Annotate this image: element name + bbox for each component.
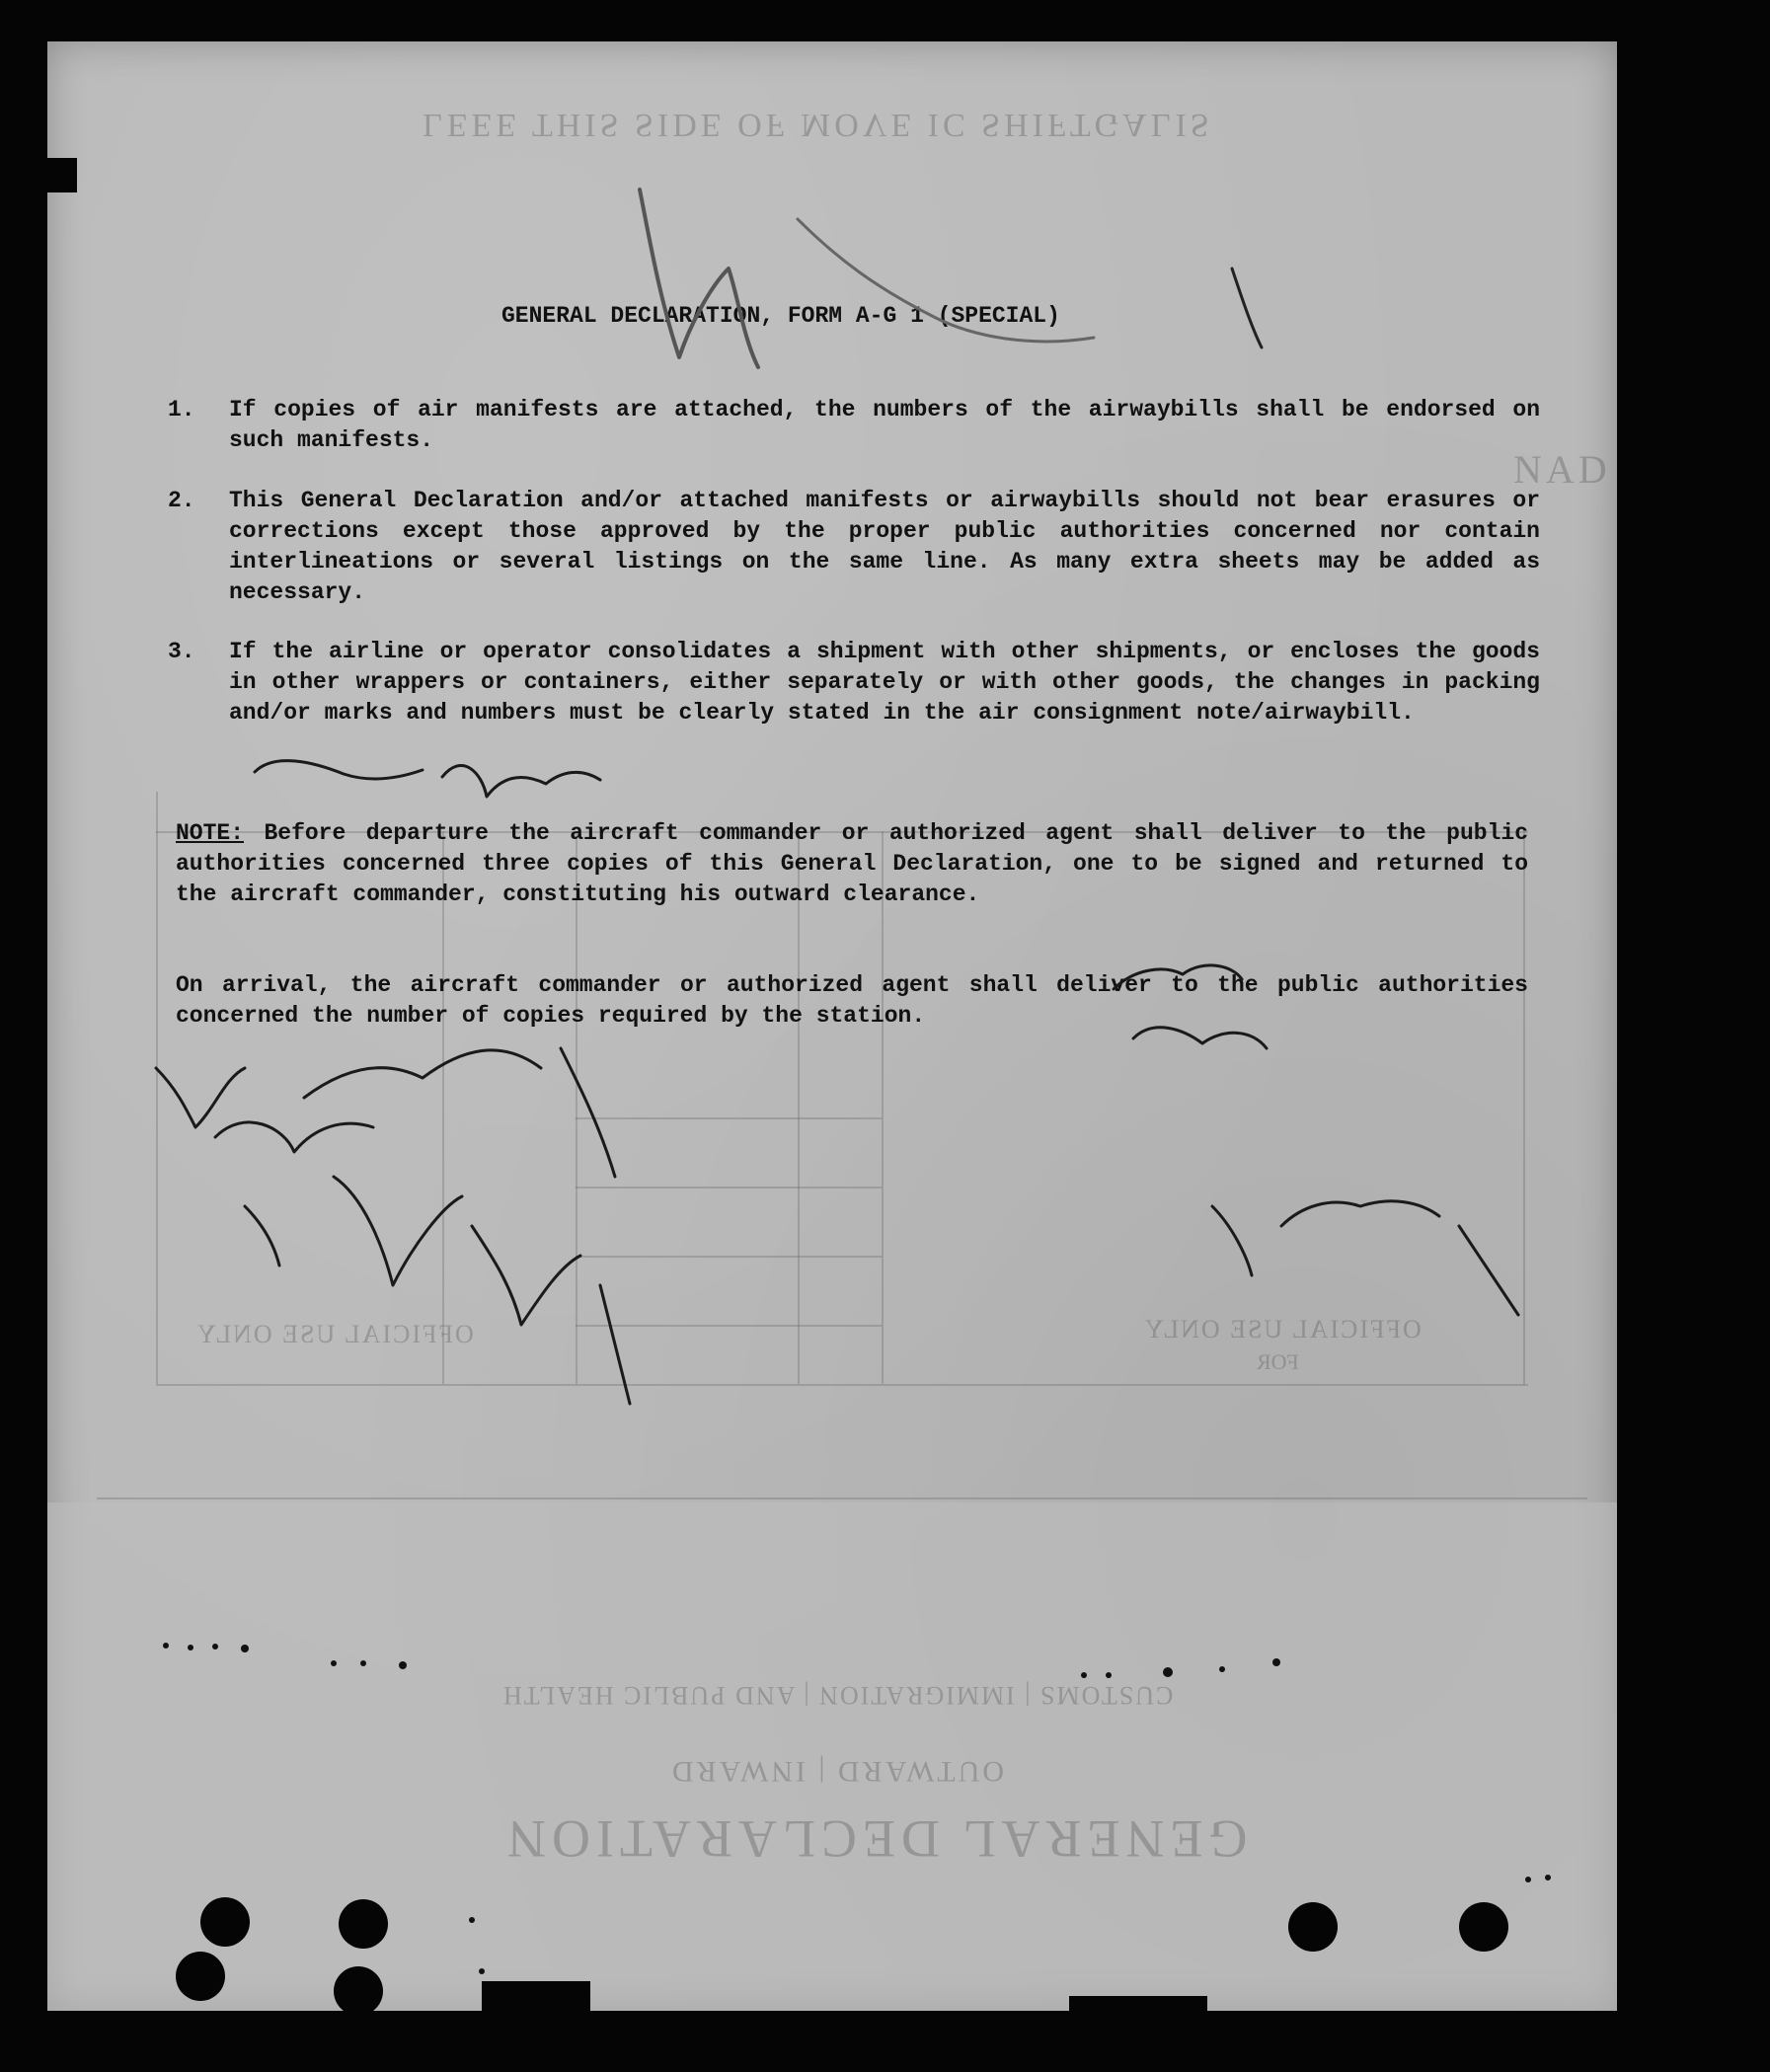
handwritten-note xyxy=(1212,1206,1252,1275)
punch-hole xyxy=(1459,1902,1508,1952)
handwritten-note xyxy=(304,1050,541,1098)
show-through-official-use-right: OFFICIAL USE ONLY xyxy=(1143,1315,1422,1343)
show-through-lower-heading: CUSTOMS | IMMIGRATION | AND PUBLIC HEALTH xyxy=(501,1681,1174,1710)
instruction-text: This General Declaration and/or attached manifests or airwaybills should not bear erasures or corrections except those approved by the proper public authorities concerned nor contain interlineations or several listings on the same line. As many extra sheets may be added as necessary. xyxy=(229,488,1540,605)
form-title: GENERAL DECLARATION, FORM A-G 1 (SPECIAL) xyxy=(501,303,1060,329)
signature-scrawl xyxy=(255,761,423,779)
note-text: Before departure the aircraft commander or authorized agent shall deliver to the public authorities concerned three copies of this General Declaration, one to be signed and returned to the aircraft commander, constituting his outward clearance. xyxy=(176,820,1528,907)
handwritten-note xyxy=(1114,965,1242,989)
handwritten-note xyxy=(600,1285,630,1404)
instruction-text: If the airline or operator consolidates a shipment with other shipments, or encloses the goods in other wrappers or containers, either separately or with other goods, the changes in packing and/or marks and numbers must be clearly stated in the air consignment note/airwaybill. xyxy=(229,639,1540,726)
show-through-fragment: NAD xyxy=(1513,447,1611,492)
handwritten-note xyxy=(334,1177,462,1285)
show-through-lower-subheading: OUTWARD | INWARD xyxy=(669,1755,1004,1788)
faint-scrawl-top xyxy=(798,219,1094,342)
document-page xyxy=(47,41,1617,2011)
note-paragraph-2: On arrival, the aircraft commander or authorized agent shall deliver to the public authorities concerned the number of copies required by the station. xyxy=(176,972,1528,1029)
handwritten-note xyxy=(561,1048,615,1177)
handwritten-note xyxy=(472,1226,580,1325)
faint-scrawl-top xyxy=(640,190,758,367)
handwritten-note xyxy=(156,1068,245,1127)
punch-hole xyxy=(339,1899,388,1949)
pen-tick-mark xyxy=(1232,269,1262,347)
punch-hole xyxy=(200,1897,250,1947)
instruction-text: If copies of air manifests are attached, the numbers of the airwaybills shall be endorsed on such manifests. xyxy=(229,397,1540,453)
handwritten-note xyxy=(1133,1028,1267,1048)
instruction-number: 3. xyxy=(168,639,195,664)
handwritten-note xyxy=(245,1206,279,1266)
handwritten-note xyxy=(1281,1201,1439,1226)
instruction-number: 2. xyxy=(168,488,195,513)
punch-hole xyxy=(1288,1902,1338,1952)
handwritten-note xyxy=(215,1122,373,1152)
note-label: NOTE: xyxy=(176,820,245,846)
torn-edge xyxy=(1069,1996,1207,2011)
show-through-banner: LEEE THIS SIDE OF MOVE IC SHIFTGALIS xyxy=(423,107,1213,143)
punch-hole xyxy=(334,1966,383,2011)
show-through-for-label: FOR xyxy=(1257,1349,1299,1374)
left-edge-notch xyxy=(39,158,77,192)
show-through-official-use-left: OFFICIAL USE ONLY xyxy=(195,1320,474,1348)
show-through-lower-title: GENERAL DECLARATION xyxy=(501,1809,1248,1869)
handwritten-note xyxy=(1459,1226,1518,1315)
torn-edge xyxy=(482,1981,590,2011)
handwriting-layer xyxy=(47,41,1617,2011)
punch-hole xyxy=(176,1952,225,2001)
signature-scrawl xyxy=(442,766,600,797)
instruction-number: 1. xyxy=(168,397,195,422)
